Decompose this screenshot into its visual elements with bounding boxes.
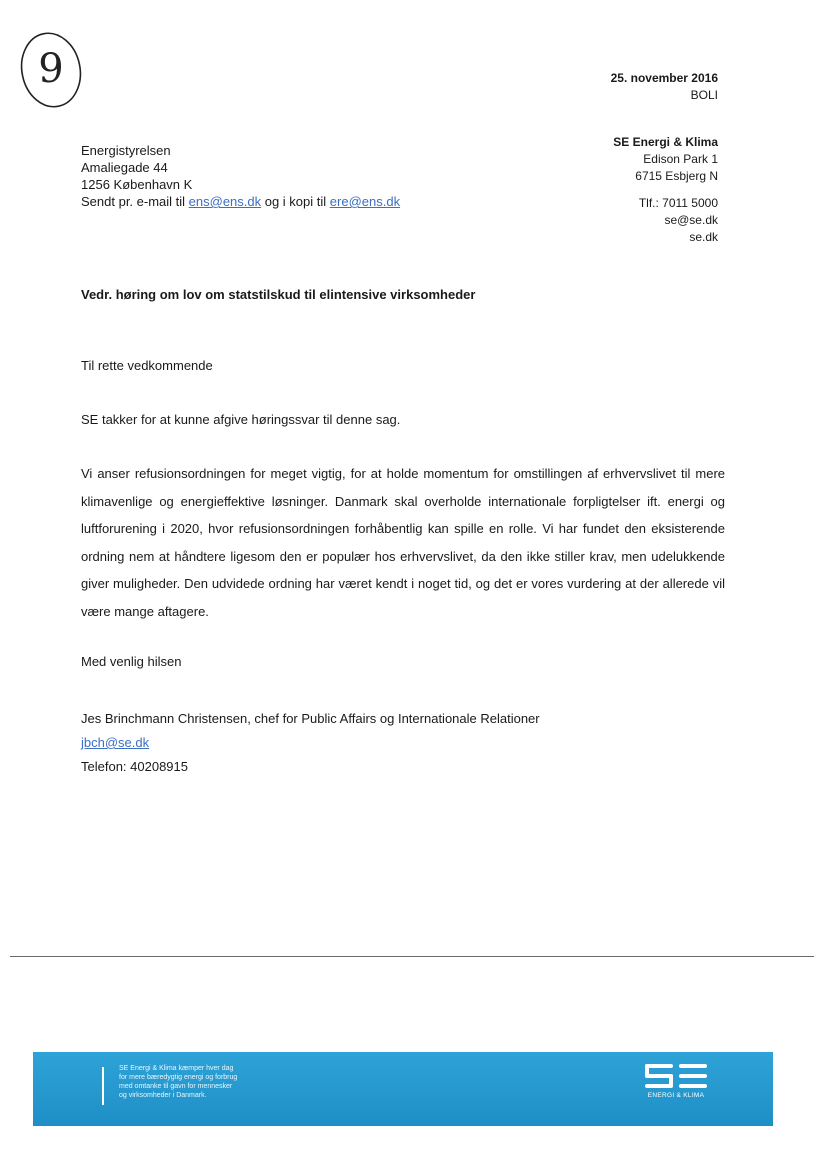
sender-email: se@se.dk — [664, 213, 718, 227]
sent-middle: og i kopi til — [261, 194, 330, 209]
letter-date: 25. november 2016 — [610, 71, 718, 85]
tagline-line: med omtanke til gavn for mennesker — [119, 1083, 233, 1090]
footer-tagline — [119, 1064, 237, 1100]
sender-city: 6715 Esbjerg N — [635, 169, 718, 183]
copy-email-link[interactable]: ere@ens.dk — [329, 194, 401, 209]
signatory-name-title: Jes Brinchmann Christensen, chef for Public Affairs og Internationale Relationer — [81, 711, 540, 726]
sender-phone: Tlf.: 7011 5000 — [638, 196, 718, 210]
recipient-city: 1256 København K — [81, 177, 193, 192]
signatory-phone: Telefon: 40208915 — [81, 759, 188, 774]
page-number-digit: 9 — [38, 46, 64, 92]
letter-reference: BOLI — [690, 88, 718, 102]
handwritten-page-number — [18, 28, 84, 110]
letter-closing: Med venlig hilsen — [81, 654, 182, 669]
se-logo-icon — [641, 1060, 711, 1106]
sender-name: SE Energi & Klima — [613, 135, 718, 149]
recipient-address — [81, 142, 400, 210]
tagline-line: SE Energi & Klima kæmper hver dag — [119, 1065, 234, 1072]
letter-greeting: Til rette vedkommende — [81, 358, 213, 373]
letter-subject: Vedr. høring om lov om statstilskud til elintensive virksomheder — [81, 287, 476, 302]
letter-meta — [611, 70, 718, 104]
logo-tagline: ENERGI & KLIMA — [647, 1092, 705, 1099]
letter-paragraph-1: SE takker for at kunne afgive høringssvar til denne sag. — [81, 412, 401, 427]
footer-banner — [33, 1052, 773, 1126]
letter-paragraph-2: Vi anser refusionsordningen for meget vigtig, for at holde momentum for omstillingen af erhvervslivet til mere klimavenlige og energieffektive løsninger. Danmark skal overholde internationale forpligtelser ift. energi og luftforurening i 2020, hvor refusionsordningen forhåbentlig kan spille en rolle. Vi har fundet den eksisterende ordning nem at håndtere ligesom den er populær hos erhvervslivet, da den ikke stiller krav, men udelukkende giver muligheder. Den udvidede ordning har været kendt i noget tid, og det er vores vurdering at der allerede vil være mange aftagere. — [81, 466, 725, 619]
banner-separator — [102, 1067, 104, 1105]
signature-block — [81, 707, 540, 779]
footer-divider — [10, 956, 814, 957]
signatory-email-link[interactable]: jbch@se.dk — [81, 735, 150, 750]
recipient-email-link[interactable]: ens@ens.dk — [188, 194, 262, 209]
tagline-line: for mere bæredygtig energi og forbrug — [119, 1074, 238, 1081]
tagline-line: og virksomheder i Danmark. — [119, 1092, 207, 1099]
sent-prefix: Sendt pr. e-mail til — [81, 194, 189, 209]
sender-address — [613, 134, 718, 246]
sent-line — [81, 193, 400, 210]
sender-street: Edison Park 1 — [643, 152, 718, 166]
recipient-street: Amaliegade 44 — [81, 160, 168, 175]
recipient-name: Energistyrelsen — [81, 143, 171, 158]
sender-web: se.dk — [689, 230, 718, 244]
